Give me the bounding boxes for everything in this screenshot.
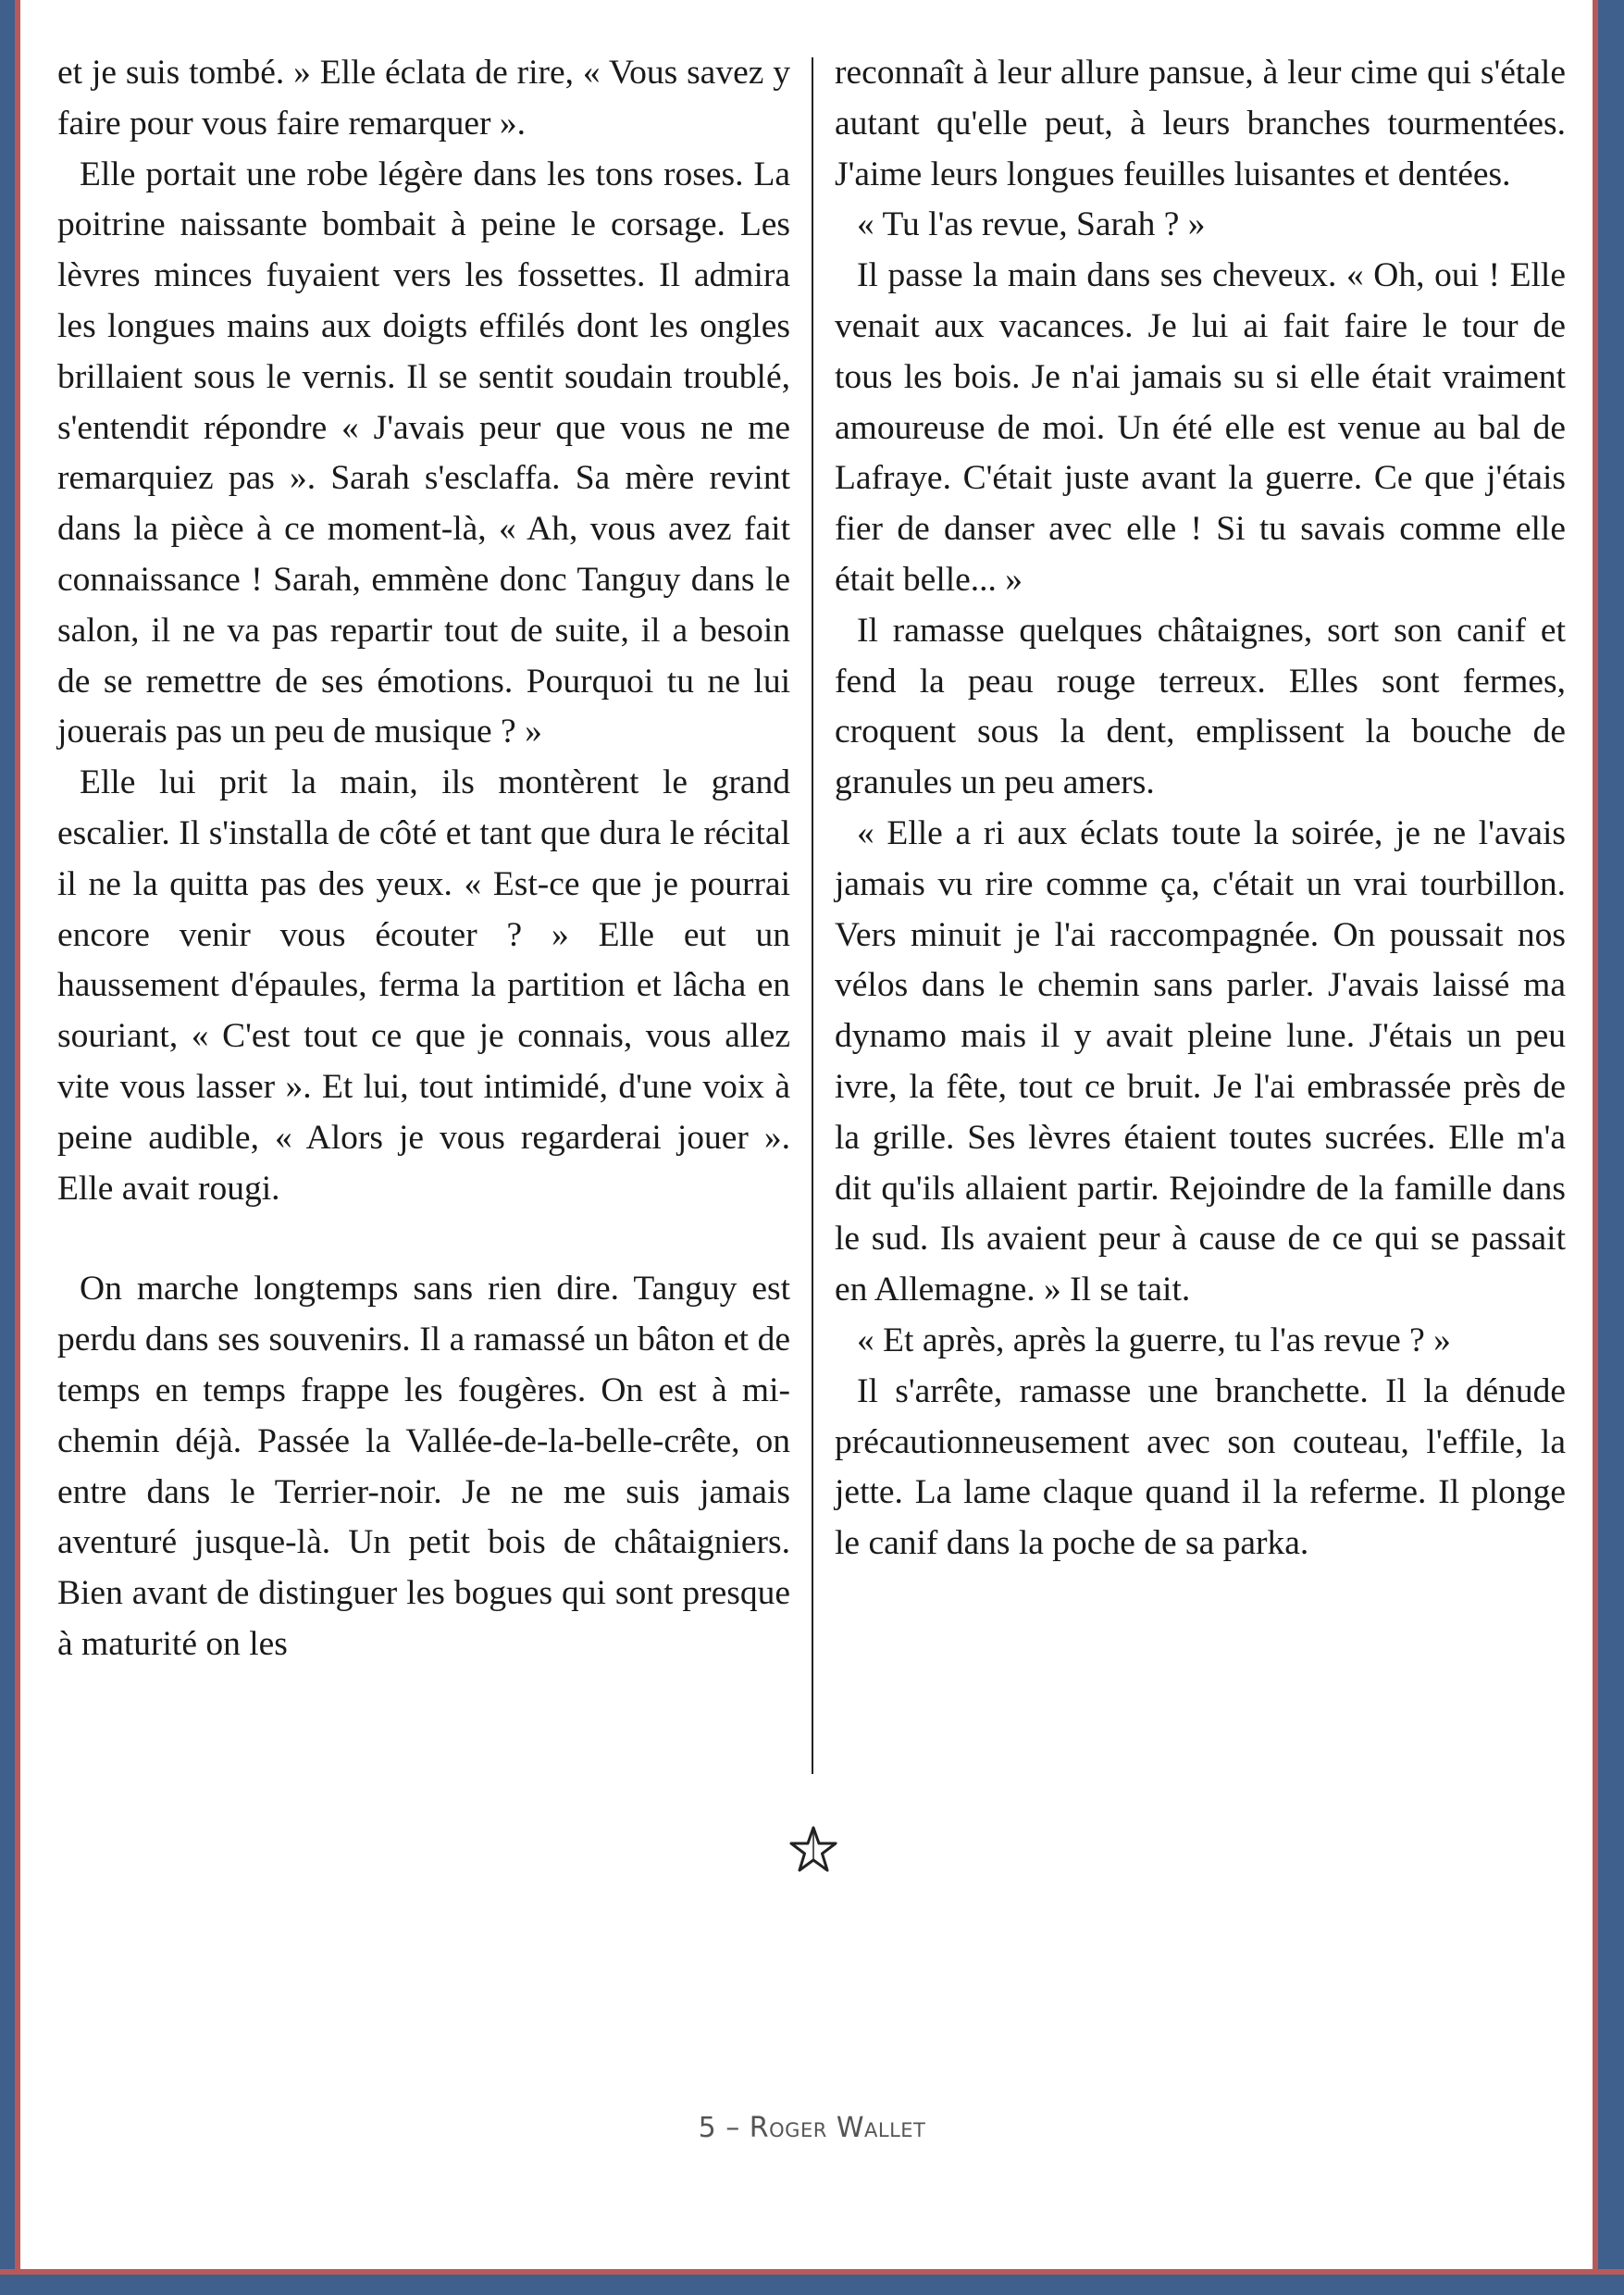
- author-name: Roger Wallet: [749, 2112, 926, 2144]
- star-outline-icon: [789, 1825, 837, 1873]
- paragraph: « Et après, après la guerre, tu l'as revue ? »: [857, 1321, 1451, 1359]
- paragraph: On marche longtemps sans rien dire. Tanguy est perdu dans ses souvenirs. Il a ramassé un bâton et de temps en temps frappe les fougères. On est à mi-chemin déjà. Passée la Vallée-de-la-belle-crête, on entre dans le Terrier-noir. Je ne me suis jamais aventuré jusque-là. Un petit bois de châtaigniers. Bien avant de distinguer les bogues qui sont presque à maturité on les: [57, 1270, 790, 1663]
- left-column: [57, 48, 790, 1670]
- paragraph: « Elle a ri aux éclats toute la soirée, je ne l'avais jamais vu rire comme ça, c'était un vrai tourbillon. Vers minuit je l'ai raccompagnée. On poussait nos vélos dans le chemin sans parler. J'avais laissé ma dynamo mais il y avait pleine lune. J'étais un peu ivre, la fête, tout ce bruit. Je l'ai embrassée près de la grille. Ses lèvres étaient toutes sucrées. Elle m'a dit qu'ils allaient partir. Rejoindre de la famille dans le sud. Ils avaient peur à cause de ce qui se passait en Allemagne. » Il se tait.: [835, 813, 1566, 1309]
- paragraph: et je suis tombé. » Elle éclata de rire, « Vous savez y faire pour vous faire remarquer ».: [57, 54, 790, 143]
- page-number: 5: [698, 2112, 717, 2144]
- right-column: [835, 48, 1566, 1569]
- page-frame-bottom: [0, 2275, 1624, 2295]
- paragraph: Il ramasse quelques châtaignes, sort son canif et fend la peau rouge terreux. Elles sont fermes, croquent sous la dent, emplissent la bouche de granules un peu amers.: [835, 611, 1566, 802]
- page-frame-left: [0, 0, 15, 2295]
- paragraph: Elle portait une robe légère dans les tons roses. La poitrine naissante bombait à peine le corsage. Les lèvres minces fuyaient vers les fossettes. Il admira les longues mains aux doigts effilés dont les ongles brillaient sous le vernis. Il se sentit soudain troublé, s'entendit répondre « J'avais peur que vous ne me remarquiez pas ». Sarah s'esclaffa. Sa mère revint dans la pièce à ce moment-là, « Ah, vous avez fait connaissance ! Sarah, emmène donc Tanguy dans le salon, il ne va pas repartir tout de suite, il a besoin de se remettre de ses émotions. Pourquoi tu ne lui jouerais pas un peu de musique ? »: [57, 155, 790, 751]
- paragraph: Elle lui prit la main, ils montèrent le grand escalier. Il s'installa de côté et tant que dura le récital il ne la quitta pas des yeux. « Est-ce que je pourrai encore venir vous écouter ? » Elle eut un haussement d'épaules, ferma la partition et lâcha en souriant, « C'est tout ce que je connais, vous allez vite vous lasser ». Et lui, tout intimidé, d'une voix à peine audible, « Alors je vous regarderai jouer ». Elle avait rougi.: [57, 763, 790, 1208]
- page-frame-right: [1598, 0, 1624, 2295]
- column-divider: [812, 57, 813, 1774]
- page-footer: [0, 2112, 1624, 2144]
- paragraph: Il s'arrête, ramasse une branchette. Il la dénude précautionneusement avec son couteau, l'effile, la jette. La lame claque quand il la referme. Il plonge le canif dans la poche de sa parka.: [835, 1371, 1566, 1563]
- paragraph: Il passe la main dans ses cheveux. « Oh, oui ! Elle venait aux vacances. Je lui ai fait faire le tour de tous les bois. Je n'ai jamais su si elle était vraiment amoureuse de moi. Un été elle est venue au bal de Lafraye. C'était juste avant la guerre. Ce que j'étais fier de danser avec elle ! Si tu savais comme elle était belle... »: [835, 256, 1566, 599]
- paragraph: « Tu l'as revue, Sarah ? »: [857, 205, 1206, 244]
- footer-separator: –: [725, 2112, 740, 2144]
- paragraph: reconnaît à leur allure pansue, à leur cime qui s'étale autant qu'elle peut, à leurs branches tourmentées. J'aime leurs longues feuilles luisantes et dentées.: [835, 54, 1566, 193]
